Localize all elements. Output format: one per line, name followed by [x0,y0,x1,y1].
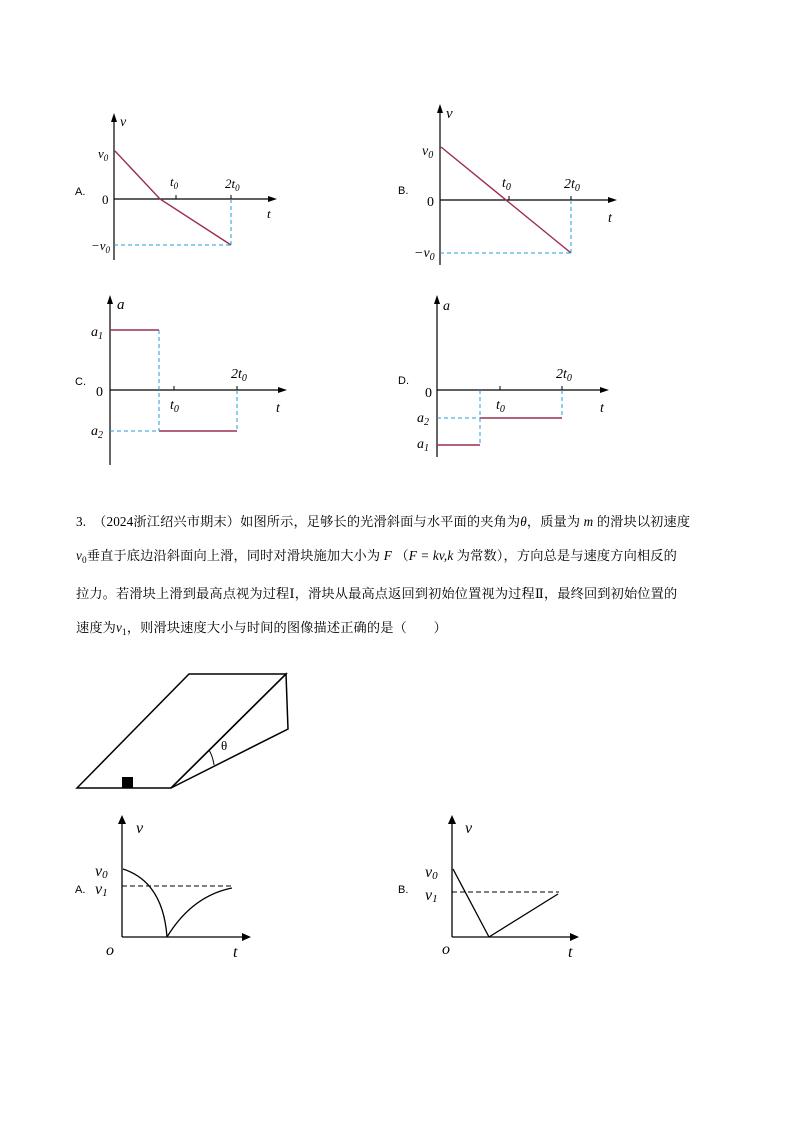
2t0-label: $2t_0$ [231,367,247,384]
origin-label: o [442,941,450,958]
theta-label: θ [221,738,228,753]
graph-bottom-b [414,810,589,970]
a2-label: $a_2$ [91,424,103,441]
neg-v0-label: $-v_0$ [91,238,111,255]
t0-label: $t_0$ [170,174,179,191]
process-2-line [489,894,558,937]
incline-surface [77,674,286,788]
question-line-3: 拉力。若滑块上滑到最高点视为过程Ⅰ，滑块从最高点返回到初始位置视为过程Ⅱ，最终回到初始位置的 [76,586,678,601]
t-axis-arrow [608,197,617,203]
a1-label: $a_1$ [417,437,429,454]
graph-a [90,110,290,270]
option-b-label: B. [398,185,409,197]
a2-label: $a_2$ [417,411,429,428]
question-3 [76,505,724,649]
question-source: （2024浙江绍兴市期末） [93,514,241,529]
graph-d [410,290,620,460]
a-label: a [117,297,125,313]
v0-label: $v_0$ [422,144,434,161]
v-axis-arrow [118,815,126,824]
option-a-label: A. [75,884,86,896]
2t0-label: $2t_0$ [564,177,580,194]
v0-label: v0 [425,864,438,882]
v-axis-arrow [448,815,456,824]
v-label: v [446,106,453,122]
t-label: t [276,401,280,416]
t-axis-arrow [600,387,609,393]
a-axis-arrow [107,295,113,304]
v-axis-arrow [437,104,443,113]
v1-label: v1 [95,881,108,899]
zero-label: 0 [102,192,109,207]
t-axis-arrow [570,933,579,941]
t-label: t [267,206,271,221]
angle-arc [209,750,214,765]
zero-label: 0 [96,385,103,400]
option-c-label: C. [75,376,86,388]
question-line-2: $v_0$垂直于底边沿斜面向上滑，同时对滑块施加大小为 F （F = kv,k 为常数），方向总是与速度方向相反的 [76,548,677,565]
t-label: t [608,211,612,226]
a-axis-arrow [434,295,440,304]
v0-label: v0 [95,863,108,881]
process-2-curve [167,888,232,937]
t-axis-arrow [242,933,251,941]
option-b-label: B. [398,884,409,896]
v-label: v [465,820,473,837]
t-axis-arrow [278,387,287,393]
origin-label: o [106,942,114,959]
option-a-label: A. [75,186,86,198]
incline-side [171,674,288,788]
question-line-1: 3. （2024浙江绍兴市期末）如图所示，足够长的光滑斜面与水平面的夹角为θ，质量为 m 的滑块以初速度 [76,514,691,529]
zero-label: 0 [427,195,434,210]
v-line [115,151,231,245]
t-label: t [568,944,573,961]
incline-diagram [70,668,300,796]
zero-label: 0 [425,386,432,401]
t0-label: $t_0$ [170,398,179,415]
t0-label: $t_0$ [502,176,511,193]
question-line-4: 速度为$v_1$，则滑块速度大小与时间的图像描述正确的是（ ） [76,620,447,637]
t0-label: $t_0$ [496,398,505,415]
graph-bottom-a [92,810,262,970]
v1-label: v1 [425,887,438,905]
a-label: a [443,299,450,314]
v0-label: $v_0$ [98,146,109,163]
process-1-curve [123,869,167,937]
a1-label: $a_1$ [91,325,103,342]
t-axis-arrow [268,196,277,202]
v-label: v [136,820,144,837]
v-label: v [120,115,127,130]
graph-b [412,100,632,270]
v-axis-arrow [111,113,117,122]
t-label: t [600,401,604,416]
process-1-line [453,869,489,937]
neg-v0-label: $-v_0$ [414,246,435,263]
2t0-label: $2t_0$ [225,176,240,193]
option-d-label: D. [398,375,409,387]
2t0-label: $2t_0$ [556,367,572,384]
t-label: t [233,944,238,961]
slider-block [122,777,133,788]
graph-c [86,290,296,470]
